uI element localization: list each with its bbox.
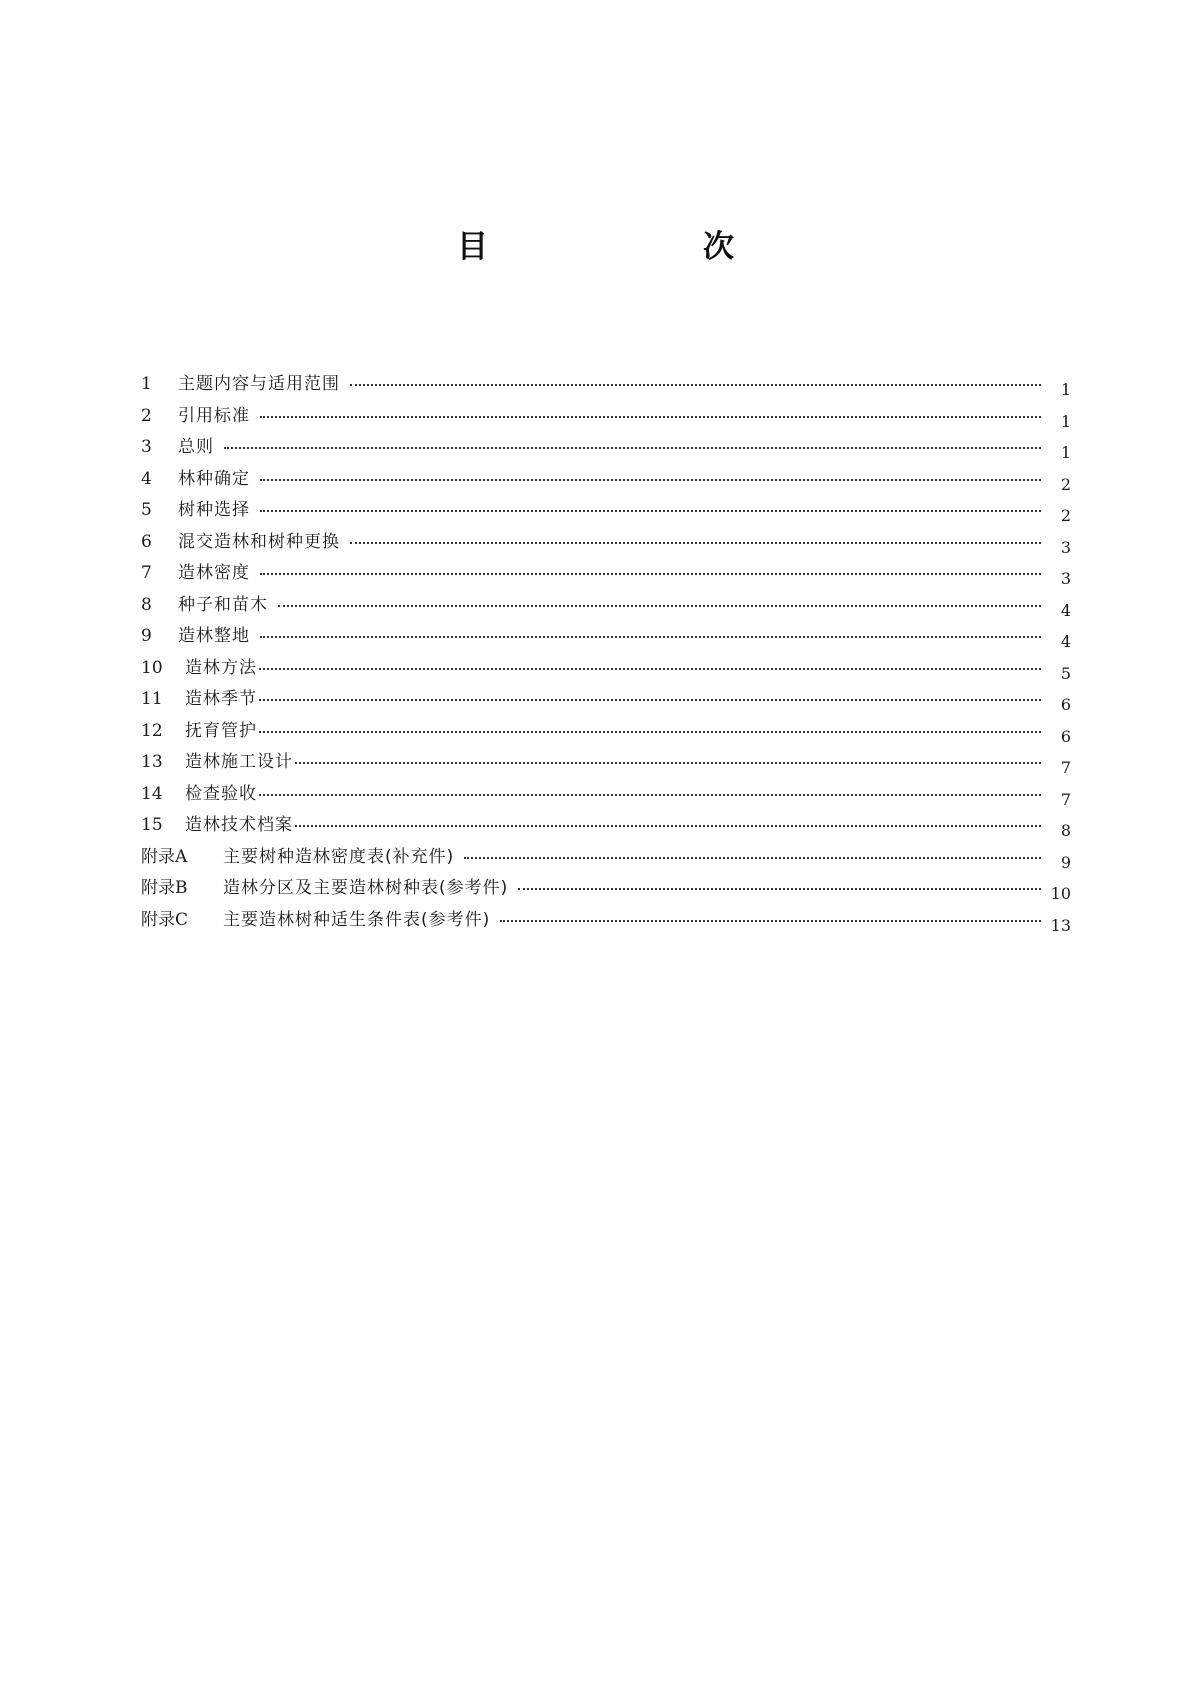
toc-entry-12[interactable] [141,720,1071,755]
toc-page-number: 3 [1060,537,1071,557]
toc-number: 12 [141,720,163,741]
toc-number: 1 [141,374,152,394]
toc-number: 2 [141,405,152,426]
toc-number: 10 [141,657,163,678]
toc-number: 3 [141,437,152,457]
dot-leader [518,888,1041,890]
toc-number: 13 [141,752,163,772]
toc-entry-appendix-a[interactable] [141,846,1071,881]
toc-page-number: 6 [1060,726,1071,746]
dot-leader [260,479,1041,481]
toc-page-number: 3 [1060,569,1071,588]
table-of-contents [141,376,1071,943]
toc-page-number: 4 [1060,632,1071,651]
toc-number: 附录A [141,846,188,867]
toc-title: 造林技术档案 [185,815,293,835]
toc-entry-appendix-c[interactable] [141,909,1071,944]
toc-entry-13[interactable] [141,754,1071,786]
toc-title: 造林整地 [178,626,250,646]
toc-page-number: 1 [1060,380,1071,399]
toc-page-number: 7 [1060,758,1071,777]
toc-number: 7 [141,563,152,583]
toc-entry-1[interactable] [141,376,1071,408]
toc-title: 引用标准 [178,405,250,426]
toc-page-number: 5 [1060,663,1071,683]
toc-entry-6[interactable] [141,531,1071,566]
toc-title: 种子和苗木 [178,594,268,615]
toc-title: 造林分区及主要造林树种表(参考件) [223,878,509,898]
dot-leader [260,510,1041,512]
dot-leader [224,447,1041,449]
toc-entry-5[interactable] [141,502,1071,534]
dot-leader [260,416,1041,418]
toc-number: 9 [141,626,152,646]
toc-number: 14 [141,783,163,804]
toc-entry-9[interactable] [141,628,1071,660]
dot-leader [259,668,1041,670]
toc-page-number: 1 [1060,443,1071,462]
dot-leader [350,384,1041,386]
toc-page-number: 6 [1060,695,1071,714]
toc-entry-11[interactable] [141,691,1071,723]
toc-page-number: 7 [1060,789,1071,809]
dot-leader [464,857,1041,859]
toc-title: 抚育管护 [185,720,257,741]
page-title: 目 次 [457,229,826,265]
toc-entry-appendix-b[interactable] [141,880,1071,912]
toc-entry-3[interactable] [141,439,1071,471]
toc-title: 检查验收 [185,783,257,804]
dot-leader [260,573,1041,575]
toc-number: 附录B [141,878,188,898]
toc-page-number: 10 [1050,884,1071,903]
toc-page-number: 2 [1060,506,1071,525]
toc-number: 5 [141,500,152,520]
dot-leader [350,542,1041,544]
toc-entry-7[interactable] [141,565,1071,597]
dot-leader [278,605,1041,607]
toc-entry-8[interactable] [141,594,1071,629]
toc-title: 造林施工设计 [185,752,293,772]
toc-title: 林种确定 [178,468,250,489]
dot-leader [259,731,1041,733]
dot-leader [500,920,1041,922]
toc-number: 6 [141,531,152,552]
toc-entry-4[interactable] [141,468,1071,503]
toc-title: 造林密度 [178,563,250,583]
toc-page-number: 9 [1060,852,1071,872]
toc-number: 15 [141,815,163,835]
toc-title: 造林季节 [185,689,257,709]
dot-leader [295,762,1041,764]
toc-number: 8 [141,594,152,615]
toc-entry-2[interactable] [141,405,1071,440]
toc-number: 4 [141,468,152,489]
toc-title: 造林方法 [185,657,257,678]
dot-leader [295,825,1041,827]
dot-leader [260,636,1041,638]
toc-title: 总则 [178,437,214,457]
toc-title: 混交造林和树种更换 [178,531,340,552]
dot-leader [259,794,1041,796]
toc-title: 主要造林树种适生条件表(参考件) [223,909,491,930]
toc-entry-14[interactable] [141,783,1071,818]
toc-page-number: 4 [1060,600,1071,620]
toc-entry-10[interactable] [141,657,1071,692]
toc-page-number: 1 [1060,411,1071,431]
toc-title: 主要树种造林密度表(补充件) [223,846,455,867]
toc-title: 主题内容与适用范围 [178,374,340,394]
dot-leader [259,699,1041,701]
toc-number: 11 [141,689,163,709]
toc-title: 树种选择 [178,500,250,520]
toc-entry-15[interactable] [141,817,1071,849]
toc-page-number: 8 [1060,821,1071,840]
toc-number: 附录C [141,909,189,930]
toc-page-number: 2 [1060,474,1071,494]
toc-page-number: 13 [1050,915,1071,935]
